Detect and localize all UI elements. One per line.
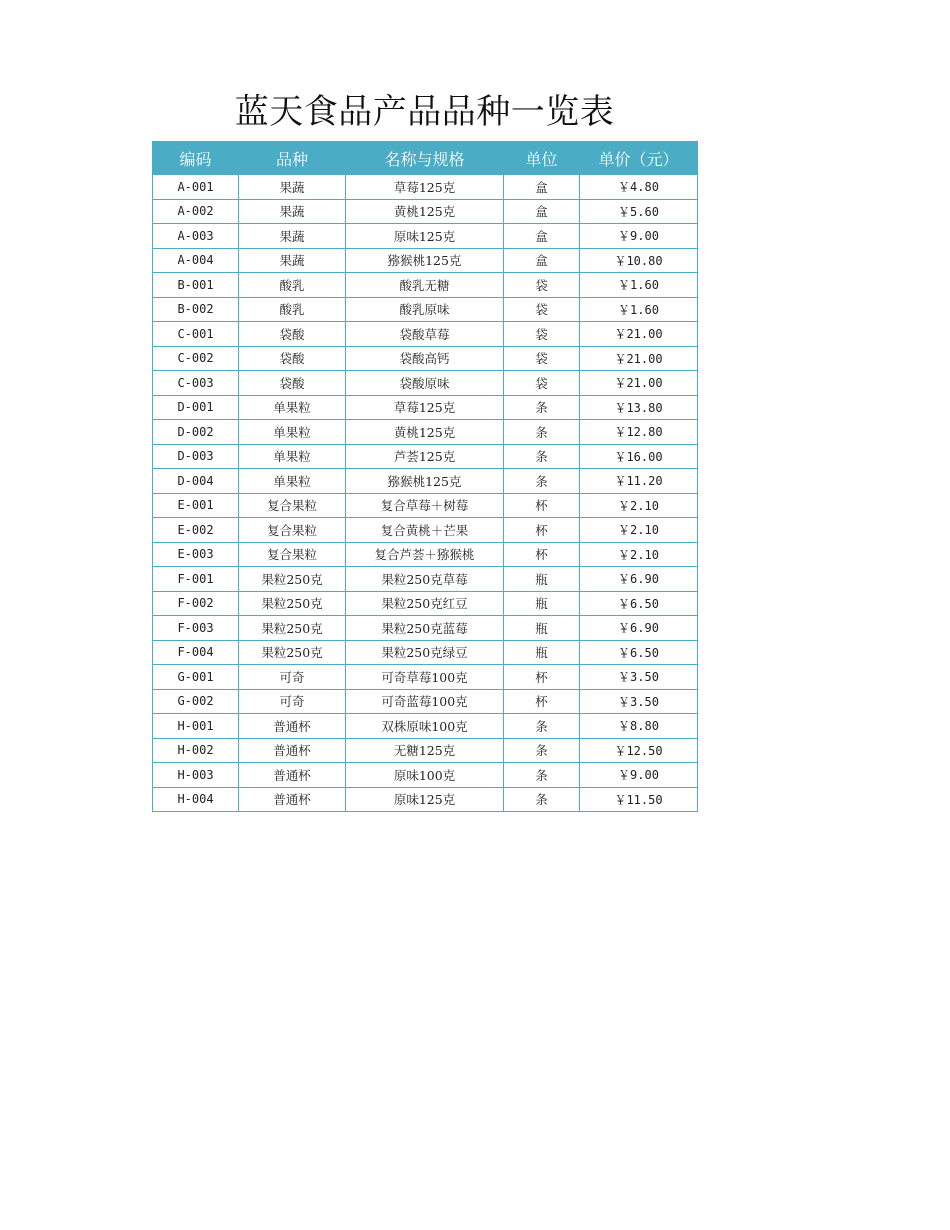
- cell-unit: 杯: [504, 518, 580, 543]
- table-row: [153, 175, 698, 200]
- cell-name-spec: 袋酸高钙: [346, 346, 504, 371]
- cell-unit: 瓶: [504, 567, 580, 592]
- cell-name-spec: 果粒250克蓝莓: [346, 616, 504, 641]
- cell-unit-price: ￥3.50: [580, 665, 698, 690]
- cell-unit: 袋: [504, 371, 580, 396]
- cell-code: A-001: [153, 175, 239, 200]
- table-row: [153, 346, 698, 371]
- table-row: [153, 297, 698, 322]
- table-row: [153, 248, 698, 273]
- header-name-spec: 名称与规格: [346, 142, 504, 175]
- cell-name-spec: 猕猴桃125克: [346, 248, 504, 273]
- cell-name-spec: 双株原味100克: [346, 714, 504, 739]
- cell-unit-price: ￥6.90: [580, 567, 698, 592]
- cell-name-spec: 酸乳无糖: [346, 273, 504, 298]
- cell-name-spec: 果粒250克草莓: [346, 567, 504, 592]
- cell-unit-price: ￥21.00: [580, 371, 698, 396]
- cell-name-spec: 复合草莓＋树莓: [346, 493, 504, 518]
- cell-category: 袋酸: [239, 346, 346, 371]
- cell-name-spec: 果粒250克绿豆: [346, 640, 504, 665]
- cell-category: 酸乳: [239, 273, 346, 298]
- cell-code: A-002: [153, 199, 239, 224]
- cell-code: F-004: [153, 640, 239, 665]
- cell-name-spec: 黄桃125克: [346, 420, 504, 445]
- cell-code: D-001: [153, 395, 239, 420]
- cell-unit-price: ￥16.00: [580, 444, 698, 469]
- cell-name-spec: 黄桃125克: [346, 199, 504, 224]
- cell-unit: 条: [504, 469, 580, 494]
- cell-category: 普通杯: [239, 787, 346, 812]
- cell-category: 果粒250克: [239, 640, 346, 665]
- cell-category: 袋酸: [239, 322, 346, 347]
- header-unit: 单位: [504, 142, 580, 175]
- cell-code: H-001: [153, 714, 239, 739]
- cell-unit: 杯: [504, 665, 580, 690]
- cell-category: 果粒250克: [239, 567, 346, 592]
- cell-code: H-004: [153, 787, 239, 812]
- table-header-row: [153, 142, 698, 175]
- cell-unit: 瓶: [504, 591, 580, 616]
- cell-unit-price: ￥12.50: [580, 738, 698, 763]
- cell-category: 单果粒: [239, 444, 346, 469]
- table-row: [153, 763, 698, 788]
- cell-unit: 杯: [504, 542, 580, 567]
- cell-unit-price: ￥3.50: [580, 689, 698, 714]
- cell-unit: 杯: [504, 689, 580, 714]
- cell-category: 复合果粒: [239, 493, 346, 518]
- cell-category: 可奇: [239, 665, 346, 690]
- cell-category: 果蔬: [239, 248, 346, 273]
- table-row: [153, 714, 698, 739]
- cell-category: 普通杯: [239, 738, 346, 763]
- cell-code: A-003: [153, 224, 239, 249]
- cell-code: D-004: [153, 469, 239, 494]
- cell-unit: 盒: [504, 224, 580, 249]
- table-row: [153, 591, 698, 616]
- cell-category: 复合果粒: [239, 542, 346, 567]
- cell-name-spec: 草莓125克: [346, 175, 504, 200]
- cell-category: 果蔬: [239, 175, 346, 200]
- table-row: [153, 787, 698, 812]
- cell-code: E-001: [153, 493, 239, 518]
- cell-name-spec: 原味125克: [346, 787, 504, 812]
- header-code: 编码: [153, 142, 239, 175]
- cell-category: 单果粒: [239, 420, 346, 445]
- cell-code: D-002: [153, 420, 239, 445]
- cell-code: F-002: [153, 591, 239, 616]
- cell-code: C-003: [153, 371, 239, 396]
- cell-unit: 条: [504, 763, 580, 788]
- cell-unit-price: ￥6.90: [580, 616, 698, 641]
- cell-name-spec: 袋酸原味: [346, 371, 504, 396]
- cell-category: 酸乳: [239, 297, 346, 322]
- cell-category: 单果粒: [239, 395, 346, 420]
- cell-unit: 条: [504, 738, 580, 763]
- cell-unit-price: ￥9.00: [580, 224, 698, 249]
- header-unit-price: 单价（元）: [580, 142, 698, 175]
- cell-code: G-002: [153, 689, 239, 714]
- cell-category: 可奇: [239, 689, 346, 714]
- cell-unit-price: ￥4.80: [580, 175, 698, 200]
- cell-name-spec: 原味100克: [346, 763, 504, 788]
- cell-category: 果蔬: [239, 199, 346, 224]
- cell-name-spec: 芦荟125克: [346, 444, 504, 469]
- cell-unit: 袋: [504, 346, 580, 371]
- table-row: [153, 493, 698, 518]
- table-row: [153, 616, 698, 641]
- table-row: [153, 518, 698, 543]
- page-title: 蓝天食品产品品种一览表: [234, 92, 615, 132]
- cell-unit: 杯: [504, 493, 580, 518]
- cell-unit-price: ￥6.50: [580, 640, 698, 665]
- table-row: [153, 567, 698, 592]
- cell-unit: 盒: [504, 248, 580, 273]
- cell-unit-price: ￥1.60: [580, 273, 698, 298]
- cell-code: E-003: [153, 542, 239, 567]
- cell-unit-price: ￥2.10: [580, 493, 698, 518]
- table-row: [153, 542, 698, 567]
- cell-name-spec: 果粒250克红豆: [346, 591, 504, 616]
- cell-unit: 盒: [504, 175, 580, 200]
- cell-unit: 条: [504, 420, 580, 445]
- cell-name-spec: 无糖125克: [346, 738, 504, 763]
- cell-unit-price: ￥2.10: [580, 518, 698, 543]
- cell-unit: 盒: [504, 199, 580, 224]
- table-row: [153, 395, 698, 420]
- cell-unit: 条: [504, 714, 580, 739]
- cell-unit-price: ￥21.00: [580, 322, 698, 347]
- cell-unit-price: ￥11.20: [580, 469, 698, 494]
- cell-unit-price: ￥6.50: [580, 591, 698, 616]
- cell-unit: 瓶: [504, 640, 580, 665]
- cell-unit-price: ￥2.10: [580, 542, 698, 567]
- cell-code: H-003: [153, 763, 239, 788]
- cell-code: C-001: [153, 322, 239, 347]
- table-row: [153, 640, 698, 665]
- cell-code: B-001: [153, 273, 239, 298]
- cell-code: C-002: [153, 346, 239, 371]
- cell-unit: 袋: [504, 322, 580, 347]
- cell-name-spec: 可奇蓝莓100克: [346, 689, 504, 714]
- cell-unit: 条: [504, 787, 580, 812]
- header-category: 品种: [239, 142, 346, 175]
- table-row: [153, 322, 698, 347]
- cell-name-spec: 酸乳原味: [346, 297, 504, 322]
- cell-category: 复合果粒: [239, 518, 346, 543]
- cell-unit-price: ￥8.80: [580, 714, 698, 739]
- cell-code: B-002: [153, 297, 239, 322]
- cell-unit-price: ￥5.60: [580, 199, 698, 224]
- product-table: [152, 141, 698, 812]
- cell-category: 果蔬: [239, 224, 346, 249]
- cell-name-spec: 复合芦荟＋猕猴桃: [346, 542, 504, 567]
- cell-unit: 瓶: [504, 616, 580, 641]
- cell-category: 普通杯: [239, 714, 346, 739]
- cell-category: 果粒250克: [239, 616, 346, 641]
- cell-name-spec: 袋酸草莓: [346, 322, 504, 347]
- cell-name-spec: 猕猴桃125克: [346, 469, 504, 494]
- table-row: [153, 738, 698, 763]
- table-row: [153, 273, 698, 298]
- table-row: [153, 199, 698, 224]
- cell-name-spec: 可奇草莓100克: [346, 665, 504, 690]
- cell-category: 袋酸: [239, 371, 346, 396]
- cell-name-spec: 草莓125克: [346, 395, 504, 420]
- cell-unit-price: ￥1.60: [580, 297, 698, 322]
- cell-category: 普通杯: [239, 763, 346, 788]
- cell-unit: 袋: [504, 297, 580, 322]
- cell-code: D-003: [153, 444, 239, 469]
- cell-unit-price: ￥13.80: [580, 395, 698, 420]
- cell-category: 单果粒: [239, 469, 346, 494]
- table-row: [153, 420, 698, 445]
- table-body: [153, 175, 698, 812]
- cell-unit-price: ￥11.50: [580, 787, 698, 812]
- table-row: [153, 444, 698, 469]
- cell-category: 果粒250克: [239, 591, 346, 616]
- cell-unit: 袋: [504, 273, 580, 298]
- table-row: [153, 469, 698, 494]
- cell-code: F-003: [153, 616, 239, 641]
- table-row: [153, 371, 698, 396]
- cell-unit-price: ￥9.00: [580, 763, 698, 788]
- cell-code: H-002: [153, 738, 239, 763]
- cell-code: A-004: [153, 248, 239, 273]
- cell-code: E-002: [153, 518, 239, 543]
- cell-unit-price: ￥12.80: [580, 420, 698, 445]
- cell-name-spec: 复合黄桃＋芒果: [346, 518, 504, 543]
- cell-unit-price: ￥10.80: [580, 248, 698, 273]
- cell-code: F-001: [153, 567, 239, 592]
- cell-code: G-001: [153, 665, 239, 690]
- cell-name-spec: 原味125克: [346, 224, 504, 249]
- cell-unit-price: ￥21.00: [580, 346, 698, 371]
- cell-unit: 条: [504, 444, 580, 469]
- table-row: [153, 224, 698, 249]
- table-row: [153, 689, 698, 714]
- table-row: [153, 665, 698, 690]
- cell-unit: 条: [504, 395, 580, 420]
